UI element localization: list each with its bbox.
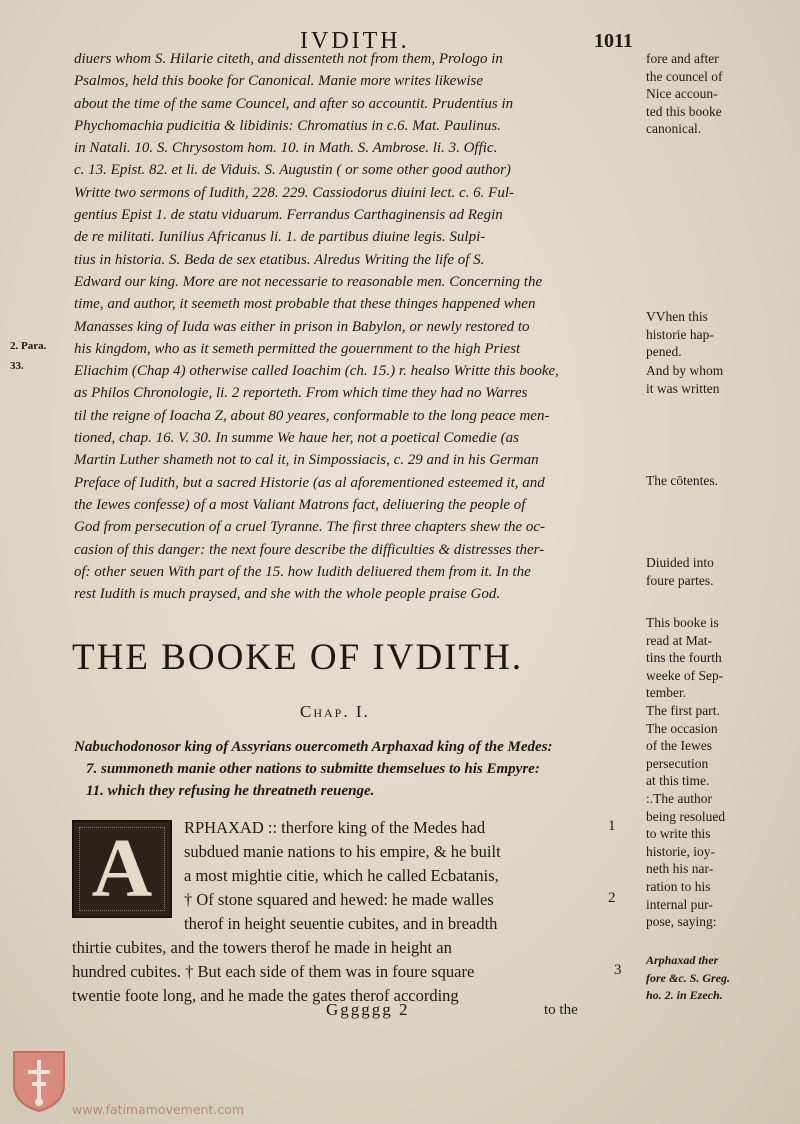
prologue-line: rest Iudith is much praysed, and she with the whole people praise God. bbox=[74, 586, 501, 603]
margin-note-author: And by whom it was written bbox=[646, 363, 724, 396]
margin-note-citation: Arphaxad ther fore &c. S. Greg. ho. 2. in Ezech. bbox=[646, 953, 730, 1003]
prologue-line: in Natali. 10. S. Chrysostom hom. 10. in Math. S. Ambrose. li. 3. Offic. bbox=[74, 140, 498, 157]
verse-number: 3 bbox=[614, 962, 622, 978]
margin-note-contents: The cōtentes. bbox=[646, 473, 718, 488]
prologue-line: Martin Luther shameth not to cal it, in Simpossiacis, c. 29 and in his German bbox=[74, 452, 539, 469]
verse-number: 1 bbox=[608, 818, 616, 834]
footer-url[interactable]: www.fatimamovement.com bbox=[72, 1102, 245, 1117]
verse-line: therof in height seuentie cubites, and in breadth bbox=[184, 914, 498, 933]
prologue-line: c. 13. Epist. 82. et li. de Viduis. S. Augustin ( or some other good author) bbox=[74, 162, 511, 179]
verse-line: twentie foote long, and he made the gates therof according bbox=[72, 986, 459, 1005]
prologue-line: his kingdom, who as it semeth permitted the gouernment to the high Priest bbox=[74, 340, 521, 357]
argument-line: 11. which they refusing he threatneth reuenge. bbox=[86, 783, 375, 799]
prologue-line: tius in historia. S. Beda de sex etatibus. Alredus Writing the life of S. bbox=[74, 251, 485, 268]
margin-note-when: VVhen this historie hap- pened. bbox=[646, 309, 714, 360]
prologue-line: tioned, chap. 16. V. 30. In summe We haue her, not a poetical Comedie (as bbox=[74, 430, 519, 447]
verse-line: thirtie cubites, and the towers therof he made in height an bbox=[72, 938, 452, 957]
prologue-text bbox=[74, 48, 642, 605]
book-title: THE BOOKE OF IVDITH. bbox=[72, 637, 524, 678]
verse-number: 2 bbox=[608, 890, 616, 906]
prologue-line: of: other seuen With part of the 15. how Iudith deliuered them from it. In the bbox=[74, 563, 531, 580]
prologue-line: Psalmos, held this booke for Canonical. Manie more writes likewise bbox=[74, 73, 483, 90]
margin-note-liturgy: This booke is read at Mat- tins the fourth weeke of Sep- tember. The first part. The occasion of the Iewes persecution at this time. :.The author being resolued to write this historie, ioy- neth his nar- ration to his internal pur- pose, saying: bbox=[646, 615, 726, 930]
verse-line: RPHAXAD :: therfore king of the Medes had bbox=[184, 818, 486, 837]
decorated-initial: A bbox=[72, 820, 172, 918]
coat-of-arms-logo-icon bbox=[10, 1048, 68, 1114]
prologue-line: Phychomachia pudicitia & libidinis: Chromatius in c.6. Mat. Paulinus. bbox=[74, 117, 501, 134]
prologue-line: gentius Epist 1. de statu viduarum. Ferrandus Carthaginensis ad Regin bbox=[74, 207, 503, 224]
catchword: to the bbox=[544, 1002, 578, 1018]
prologue-line: de re militati. Iunilius Africanus li. 1. de partibus diuine legis. Sulpi- bbox=[74, 229, 486, 246]
prologue-line: time, and author, it seemeth most probable that these thinges happened when bbox=[74, 296, 536, 313]
prologue-line: God from persecution of a cruel Tyranne. The first three chapters shew the oc- bbox=[74, 519, 546, 536]
prologue-line: til the reigne of Ioacha Z, about 80 yeares, conformable to the long peace men- bbox=[74, 407, 550, 424]
verse-line: hundred cubites. † But each side of them was in foure square bbox=[72, 962, 475, 981]
prologue-line: about the time of the same Councel, and after so accountit. Prudentius in bbox=[74, 95, 514, 112]
verse-line: subdued manie nations to his empire, & he built bbox=[184, 842, 501, 861]
argument-line: Nabuchodonosor king of Assyrians ouercometh Arphaxad king of the Medes: bbox=[74, 739, 553, 755]
prologue-line: Preface of Iudith, but a sacred Historie (as al aforementioned esteemed it, and bbox=[74, 474, 545, 491]
prologue-line: Manasses king of Iuda was either in prison in Babylon, or newly restored to bbox=[74, 318, 530, 335]
signature-mark: Gggggg 2 bbox=[326, 1000, 410, 1019]
prologue-line: the Iewes confesse) of a most Valiant Matrons fact, deliuering the people of bbox=[74, 496, 526, 513]
margin-note-canonical: fore and after the councel of Nice accoun- ted this booke canonical. bbox=[646, 51, 723, 137]
chapter-heading: Chap. I. bbox=[300, 702, 370, 721]
prologue-line: Eliachim (Chap 4) otherwise called Ioachim (ch. 15.) r. healso Writte this booke, bbox=[74, 363, 559, 380]
chapter-argument bbox=[74, 736, 642, 802]
left-margin-reference: 2. Para. 33. bbox=[10, 340, 47, 372]
prologue-line: Edward our king. More are not necessarie to reasonable men. Concerning the bbox=[74, 273, 543, 290]
prologue-line: as Philos Chronologie, li. 2 reporteth. From which time they had no Warres bbox=[74, 385, 528, 402]
prologue-line: Writte two sermons of Iudith, 228. 229. Cassiodorus diuini lect. c. 6. Ful- bbox=[74, 184, 514, 201]
prologue-line: casion of this danger: the next foure describe the difficulties & distresses ther- bbox=[74, 541, 545, 558]
running-head: IVDITH. bbox=[300, 28, 410, 54]
verse-line: a most mightie citie, which he called Ecbatanis, bbox=[184, 866, 499, 885]
prologue-line: diuers whom S. Hilarie citeth, and dissenteth not from them, Prologo in bbox=[74, 51, 503, 67]
verse-line: † Of stone squared and hewed: he made walles bbox=[184, 890, 494, 909]
margin-note-parts: Diuided into foure partes. bbox=[646, 555, 714, 588]
argument-line: 7. summoneth manie other nations to submitte themselues to his Empyre: bbox=[86, 761, 540, 777]
page-number: 1011 bbox=[594, 30, 633, 52]
